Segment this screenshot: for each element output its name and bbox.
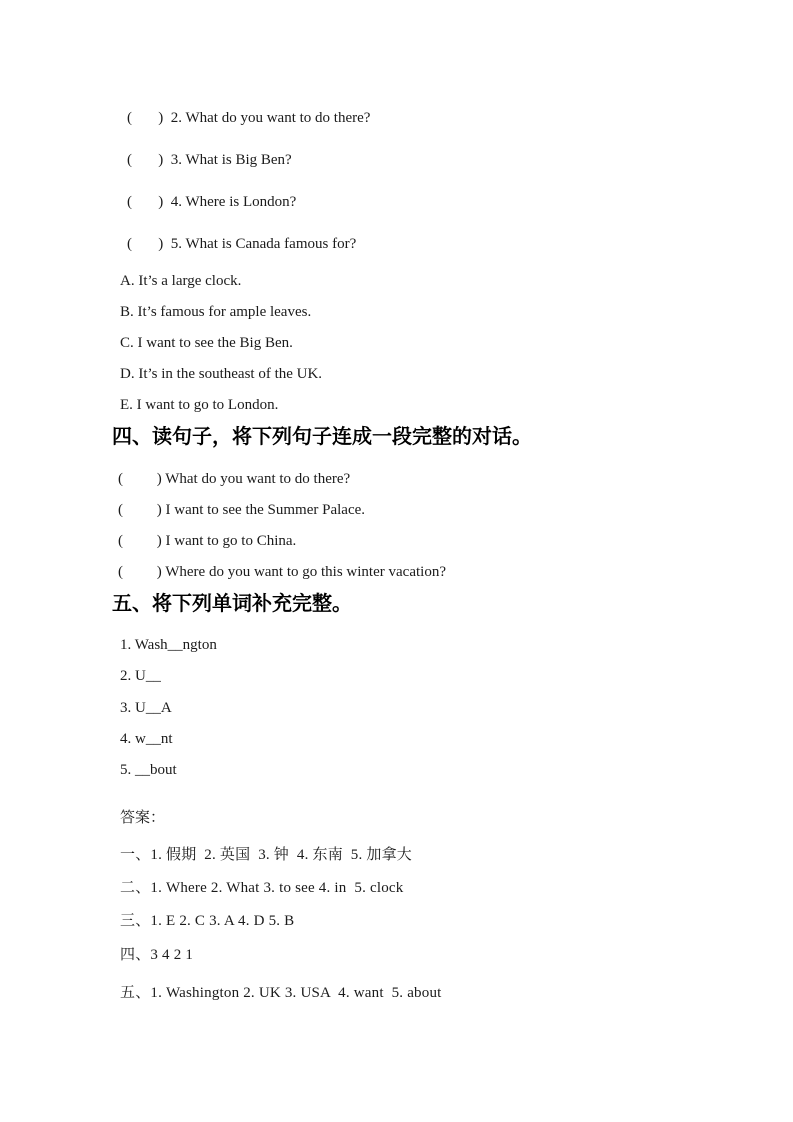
answer-line: 五、1. Washington 2. UK 3. USA 4. want 5. about (120, 985, 442, 1001)
matching-question-row: ( ) 2. What do you want to do there? (127, 110, 371, 126)
matching-option-row: D. It’s in the southeast of the UK. (120, 366, 323, 382)
matching-option-row: A. It’s a large clock. (120, 273, 242, 289)
answer-line: 二、1. Where 2. What 3. to see 4. in 5. clock (120, 880, 404, 896)
word-completion-item: 1. Wash__ngton (120, 637, 217, 653)
section4-heading: 四、读句子，将下列句子连成一段完整的对话。 (112, 426, 532, 448)
answer-line: 一、1. 假期 2. 英国 3. 钟 4. 东南 5. 加拿大 (120, 847, 413, 863)
dialogue-item-row: ( ) I want to see the Summer Palace. (118, 502, 366, 518)
answer-line: 四、3 4 2 1 (120, 947, 194, 963)
dialogue-item-row: ( ) Where do you want to go this winter vacation? (118, 564, 446, 580)
matching-question-row: ( ) 3. What is Big Ben? (127, 152, 292, 168)
dialogue-item-row: ( ) What do you want to do there? (118, 471, 351, 487)
word-completion-item: 3. U__A (120, 700, 172, 716)
matching-option-row: C. I want to see the Big Ben. (120, 335, 293, 351)
matching-option-row: E. I want to go to London. (120, 397, 279, 413)
matching-option-row: B. It’s famous for ample leaves. (120, 304, 312, 320)
matching-question-row: ( ) 4. Where is London? (127, 194, 297, 210)
answers-label: 答案： (120, 810, 166, 826)
matching-question-row: ( ) 5. What is Canada famous for? (127, 236, 357, 252)
answer-line: 三、1. E 2. C 3. A 4. D 5. B (120, 913, 295, 929)
word-completion-item: 4. w__nt (120, 731, 173, 747)
dialogue-item-row: ( ) I want to go to China. (118, 533, 297, 549)
section5-heading: 五、将下列单词补充完整。 (112, 593, 352, 615)
word-completion-item: 2. U__ (120, 668, 161, 684)
word-completion-item: 5. __bout (120, 762, 177, 778)
